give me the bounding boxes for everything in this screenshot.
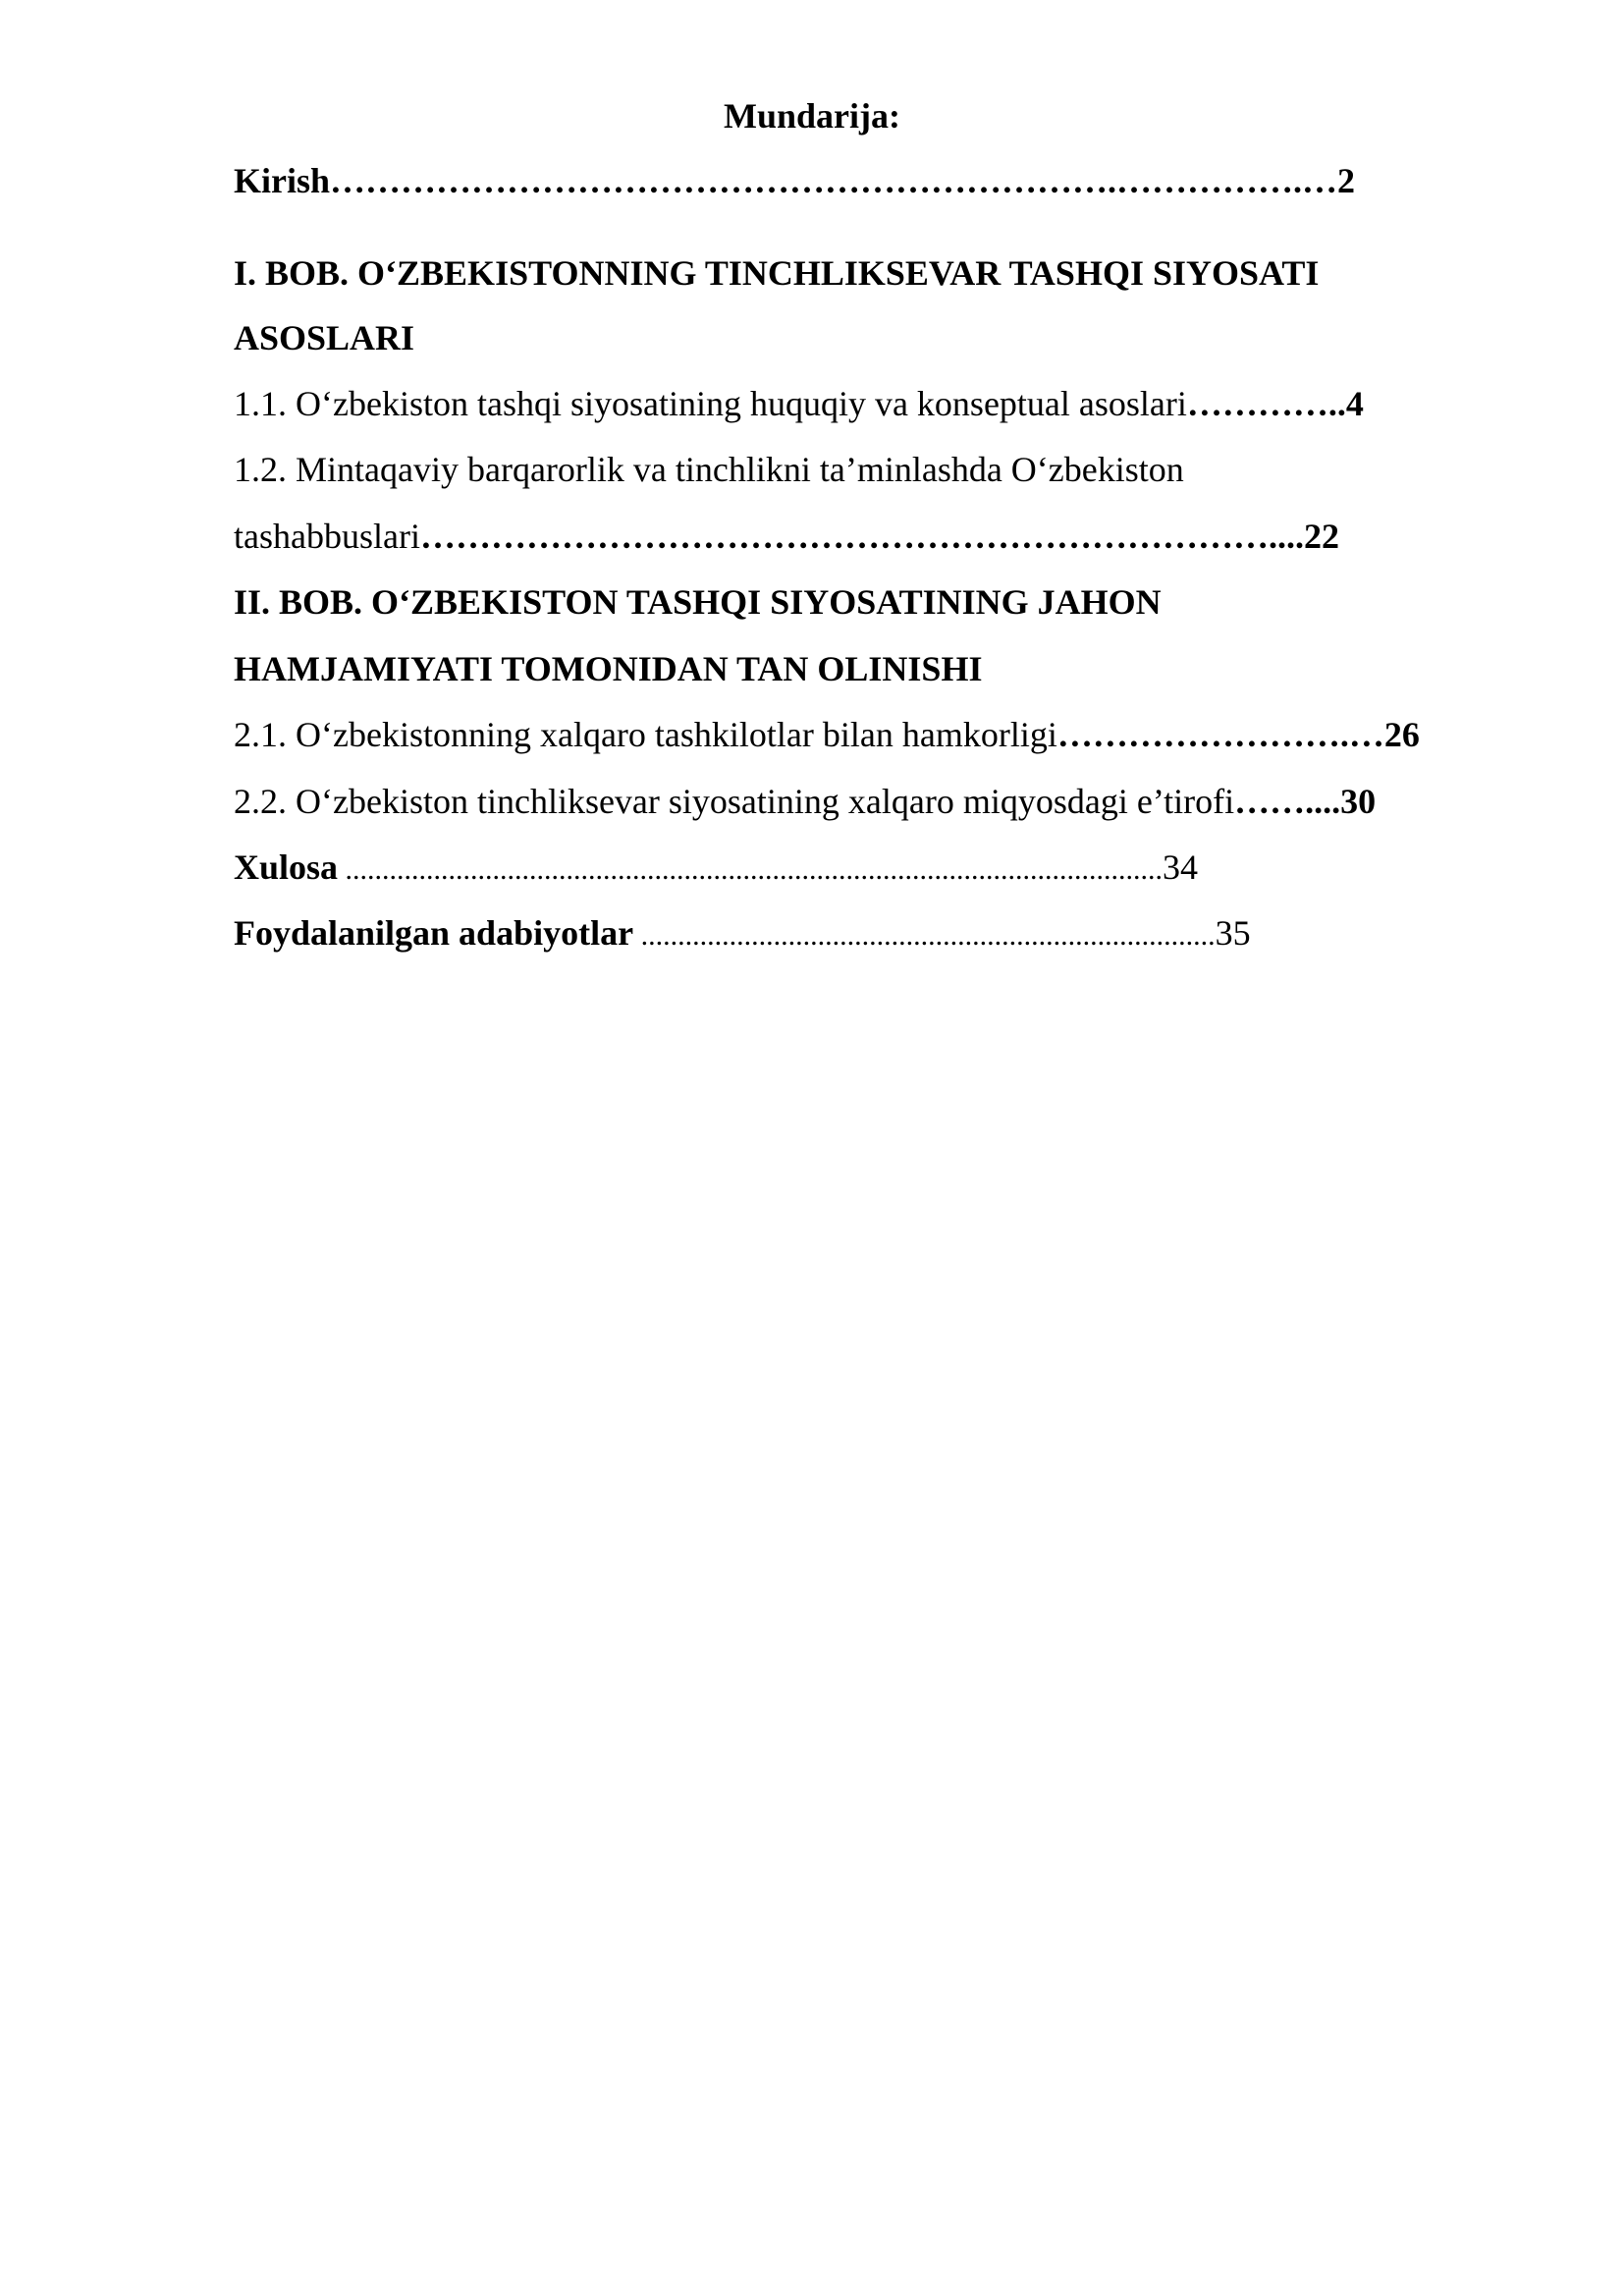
toc-entry-2-1 bbox=[234, 713, 1420, 756]
toc-leader-dots: ............................................................................................................... bbox=[338, 853, 1164, 886]
toc-page-number: 4 bbox=[1345, 384, 1364, 423]
toc-entry-2-2 bbox=[234, 780, 1376, 823]
toc-leader-dots: …….... bbox=[1234, 782, 1341, 821]
chapter-2-heading-line-1: II. BOB. O‘ZBEKISTON TASHQI SIYOSATINING JAHON bbox=[234, 582, 1162, 622]
toc-leader-dots: ………………………………………………………….…………….… bbox=[330, 161, 1338, 200]
toc-entry-label: tashabbuslari bbox=[234, 517, 420, 556]
toc-entry-label: Foydalanilgan adabiyotlar bbox=[234, 913, 634, 953]
chapter-1-heading-line-2: ASOSLARI bbox=[234, 318, 415, 357]
toc-page-number: 22 bbox=[1303, 517, 1339, 556]
toc-entry-label: Kirish bbox=[234, 161, 331, 200]
toc-page-number: 2 bbox=[1337, 161, 1356, 200]
toc-entry-label: 1.1. O‘zbekiston tashqi siyosatining huquqiy va konseptual asoslari bbox=[234, 384, 1187, 423]
toc-entry-label: 2.1. O‘zbekistonning xalqaro tashkilotlar bilan hamkorligi bbox=[234, 715, 1057, 754]
toc-entry-1-1 bbox=[234, 382, 1364, 425]
toc-page-number: 26 bbox=[1383, 715, 1420, 754]
toc-entry-adabiyotlar bbox=[234, 911, 1251, 957]
toc-leader-dots: ……………………………………………………………….... bbox=[419, 517, 1304, 556]
toc-title: Mundarija: bbox=[724, 96, 900, 136]
toc-entry-1-2-line-2 bbox=[234, 515, 1339, 558]
toc-leader-dots: ………….. bbox=[1186, 384, 1346, 423]
toc-entry-xulosa bbox=[234, 846, 1198, 892]
chapter-1-heading-line-1: I. BOB. O‘ZBEKISTONNING TINCHLIKSEVAR TASHQI SIYOSATI bbox=[234, 253, 1320, 293]
toc-page-number: 34 bbox=[1163, 847, 1199, 887]
toc-leader-dots: .............................................................................. bbox=[633, 919, 1216, 952]
toc-page-number: 35 bbox=[1215, 913, 1251, 953]
toc-leader-dots: …………………….… bbox=[1056, 715, 1384, 754]
toc-entry-label: Xulosa bbox=[234, 847, 339, 887]
chapter-2-heading-line-2: HAMJAMIYATI TOMONIDAN TAN OLINISHI bbox=[234, 649, 983, 688]
toc-entry-label: 2.2. O‘zbekiston tinchliksevar siyosatining xalqaro miqyosdagi e’tirofi bbox=[234, 782, 1235, 821]
toc-page-number: 30 bbox=[1340, 782, 1377, 821]
toc-entry-kirish bbox=[234, 159, 1355, 202]
toc-entry-1-2-line-1: 1.2. Mintaqaviy barqarorlik va tinchlikni ta’minlashda O‘zbekiston bbox=[234, 450, 1184, 489]
